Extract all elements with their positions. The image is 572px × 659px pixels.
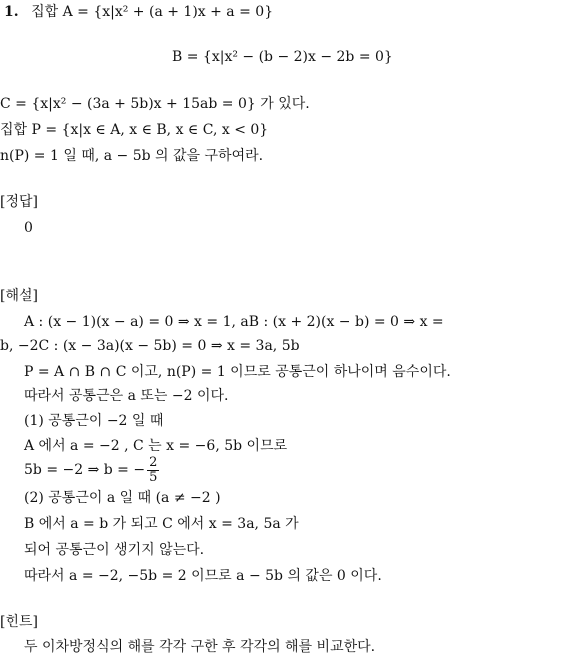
hint-text: 두 이차방정식의 해를 각각 구한 후 각각의 해를 비교한다. bbox=[24, 639, 376, 655]
solution-line: b, −2C : (x − 3a)(x − 5b) = 0 ⇒ x = 3a, 5b bbox=[0, 338, 300, 354]
answer-value: 0 bbox=[24, 220, 33, 236]
fraction bbox=[147, 456, 159, 485]
set-b-definition: B = {x|x² − (b − 2)x − 2b = 0} bbox=[172, 49, 393, 65]
solution-line: A 에서 a = −2 , C 는 x = −6, 5b 이므로 bbox=[24, 438, 288, 454]
answer-heading: [정답] bbox=[0, 194, 38, 210]
solution-line: 따라서 공통근은 a 또는 −2 이다. bbox=[24, 388, 229, 404]
set-c-definition: C = {x|x² − (3a + 5b)x + 15ab = 0} 가 있다. bbox=[0, 96, 310, 112]
problem-question: n(P) = 1 일 때, a − 5b 의 값을 구하여라. bbox=[0, 148, 264, 164]
set-p-definition: 집합 P = {x|x ∈ A, x ∈ B, x ∈ C, x < 0} bbox=[0, 122, 269, 138]
problem-number: 1. bbox=[4, 4, 19, 20]
solution-line: (2) 공통근이 a 일 때 (a ≠ −2 ) bbox=[24, 490, 221, 506]
fraction-prefix: 5b = −2 ⇒ b = − bbox=[24, 462, 146, 478]
fraction-numerator: 2 bbox=[149, 454, 158, 470]
hint-heading: [힌트] bbox=[0, 614, 38, 630]
fraction-denominator: 5 bbox=[149, 469, 158, 485]
solution-line-fraction bbox=[24, 454, 159, 486]
solution-line: 따라서 a = −2, −5b = 2 이므로 a − 5b 의 값은 0 이다. bbox=[24, 568, 382, 584]
solution-line: A : (x − 1)(x − a) = 0 ⇒ x = 1, aB : (x + 2)(x − b) = 0 ⇒ x = bbox=[24, 314, 444, 330]
solution-line: 되어 공통근이 생기지 않는다. bbox=[24, 542, 205, 558]
solution-line: P = A ∩ B ∩ C 이고, n(P) = 1 이므로 공통근이 하나이며 음수이다. bbox=[24, 364, 451, 380]
solution-line: (1) 공통근이 −2 일 때 bbox=[24, 413, 164, 429]
solution-line: B 에서 a = b 가 되고 C 에서 x = 3a, 5a 가 bbox=[24, 516, 299, 532]
set-a-definition: 집합 A = {x|x² + (a + 1)x + a = 0} bbox=[31, 4, 274, 20]
solution-heading: [해설] bbox=[0, 288, 38, 304]
